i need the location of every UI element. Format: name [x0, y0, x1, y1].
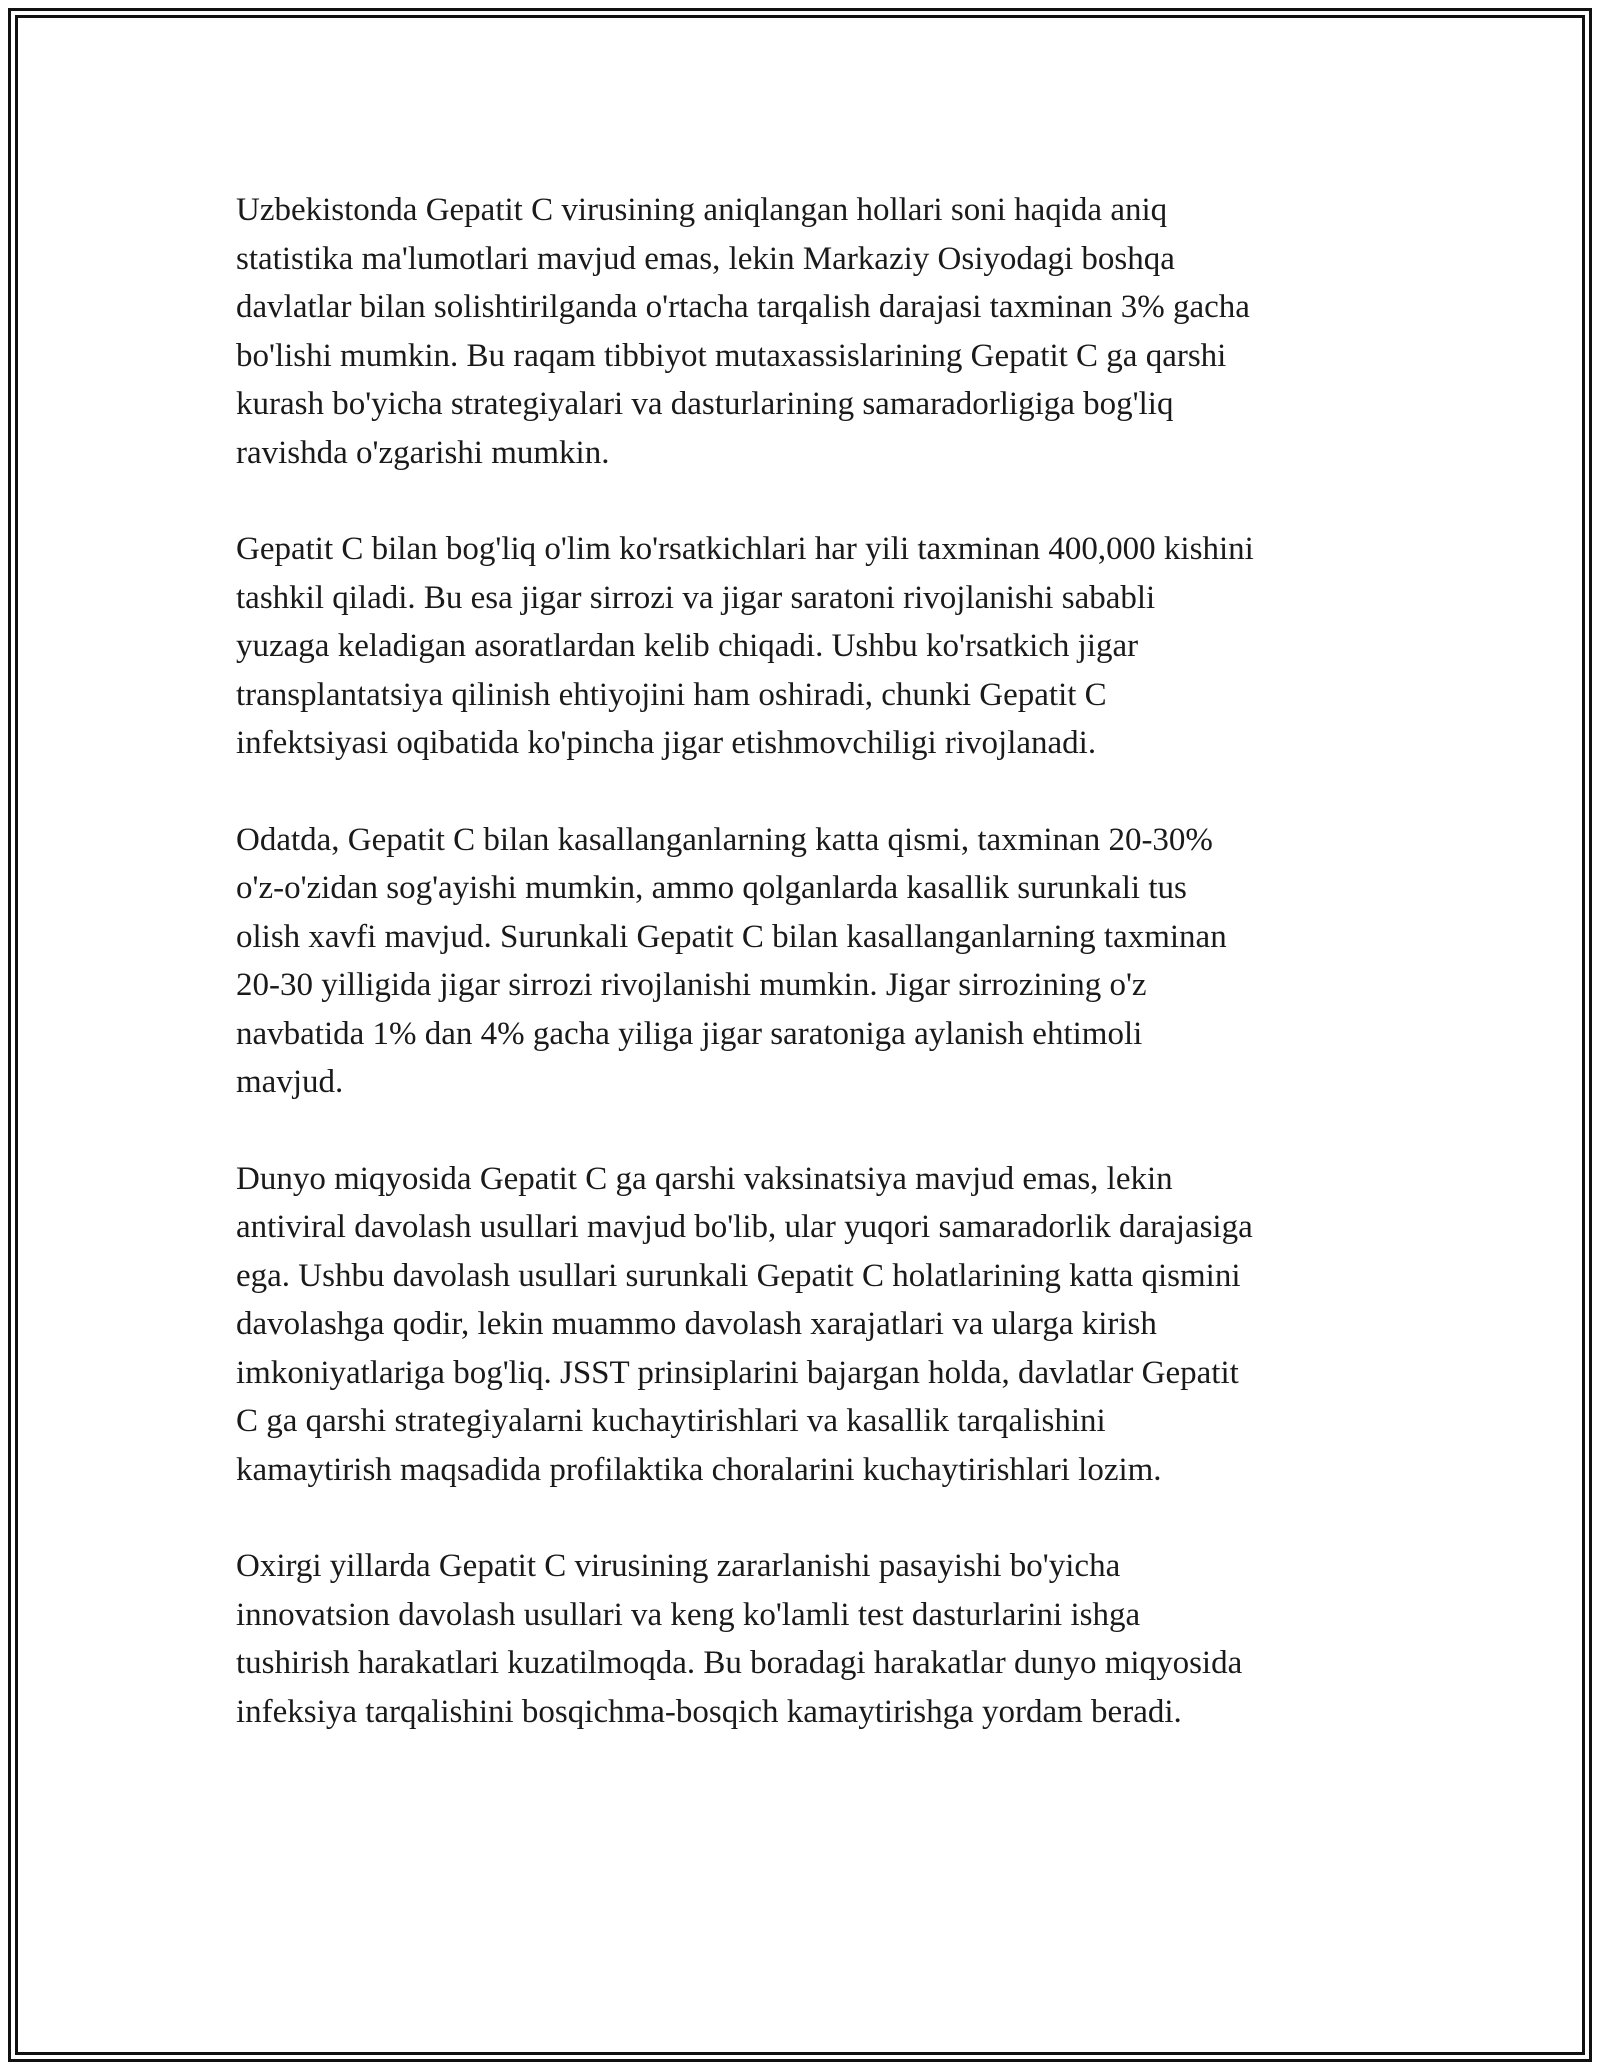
text-line: statistika ma'lumotlari mavjud emas, lekin Markaziy Osiyodagi boshqa: [236, 240, 1175, 277]
text-line: kurash bo'yicha strategiyalari va dasturlarining samaradorligiga bog'liq: [236, 386, 1174, 422]
paragraph-1: [236, 186, 1382, 477]
text-line: Odatda, Gepatit C bilan kasallanganlarning katta qismi, taxminan 20-30%: [236, 821, 1213, 858]
text-line: ega. Ushbu davolash usullari surunkali Gepatit C holatlarining katta qismini: [236, 1257, 1241, 1294]
text-line: mavjud.: [236, 1064, 344, 1100]
text-line: olish xavfi mavjud. Surunkali Gepatit C bilan kasallanganlarning taxminan: [236, 918, 1227, 955]
text-line: Oxirgi yillarda Gepatit C virusining zararlanishi pasayishi bo'yicha: [236, 1548, 1121, 1584]
text-line: ravishda o'zgarishi mumkin.: [236, 434, 610, 471]
text-line: C ga qarshi strategiyalarni kuchaytirishlari va kasallik tarqalishini: [236, 1403, 1106, 1439]
text-line: antiviral davolash usullari mavjud bo'lib, ular yuqori samaradorlik darajasiga: [236, 1209, 1253, 1245]
paragraph-2: [236, 525, 1382, 768]
text-line: Uzbekistonda Gepatit C virusining aniqlangan hollari soni haqida aniq: [236, 192, 1168, 228]
text-line: davlatlar bilan solishtirilganda o'rtacha tarqalish darajasi taxminan 3% gacha: [236, 289, 1250, 325]
text-line: infeksiya tarqalishini bosqichma-bosqich kamaytirishga yordam beradi.: [236, 1693, 1182, 1730]
text-line: Dunyo miqyosida Gepatit C ga qarshi vaksinatsiya mavjud emas, lekin: [236, 1160, 1173, 1197]
text-line: davolashga qodir, lekin muammo davolash xarajatlari va ularga kirish: [236, 1306, 1157, 1342]
text-line: transplantatsiya qilinish ehtiyojini ham oshiradi, chunki Gepatit C: [236, 676, 1107, 713]
text-line: yuzaga keladigan asoratlardan kelib chiqadi. Ushbu ko'rsatkich jigar: [236, 628, 1139, 664]
paragraph-3: [236, 816, 1382, 1107]
paragraph-5: [236, 1542, 1382, 1736]
text-line: imkoniyatlariga bog'liq. JSST prinsiplarini bajargan holda, davlatlar Gepatit: [236, 1354, 1239, 1391]
text-line: kamaytirish maqsadida profilaktika choralarini kuchaytirishlari lozim.: [236, 1451, 1162, 1488]
text-line: navbatida 1% dan 4% gacha yiliga jigar saratoniga aylanish ehtimoli: [236, 1015, 1143, 1052]
text-line: 20-30 yilligida jigar sirrozi rivojlanishi mumkin. Jigar sirrozining o'z: [236, 967, 1147, 1003]
text-line: Gepatit C bilan bog'liq o'lim ko'rsatkichlari har yili taxminan 400,000 kishini: [236, 531, 1254, 567]
text-line: o'z-o'zidan sog'ayishi mumkin, ammo qolganlarda kasallik surunkali tus: [236, 870, 1187, 906]
text-line: tashkil qiladi. Bu esa jigar sirrozi va jigar saratoni rivojlanishi sababli: [236, 579, 1156, 616]
text-line: infektsiyasi oqibatida ko'pincha jigar etishmovchiligi rivojlanadi.: [236, 725, 1097, 761]
text-line: tushirish harakatlari kuzatilmoqda. Bu boradagi harakatlar dunyo miqyosida: [236, 1645, 1243, 1681]
paragraph-4: [236, 1155, 1382, 1495]
text-line: bo'lishi mumkin. Bu raqam tibbiyot mutaxassislarining Gepatit C ga qarshi: [236, 337, 1227, 374]
document-body: [236, 186, 1382, 1784]
text-line: innovatsion davolash usullari va keng ko'lamli test dasturlarini ishga: [236, 1596, 1141, 1633]
